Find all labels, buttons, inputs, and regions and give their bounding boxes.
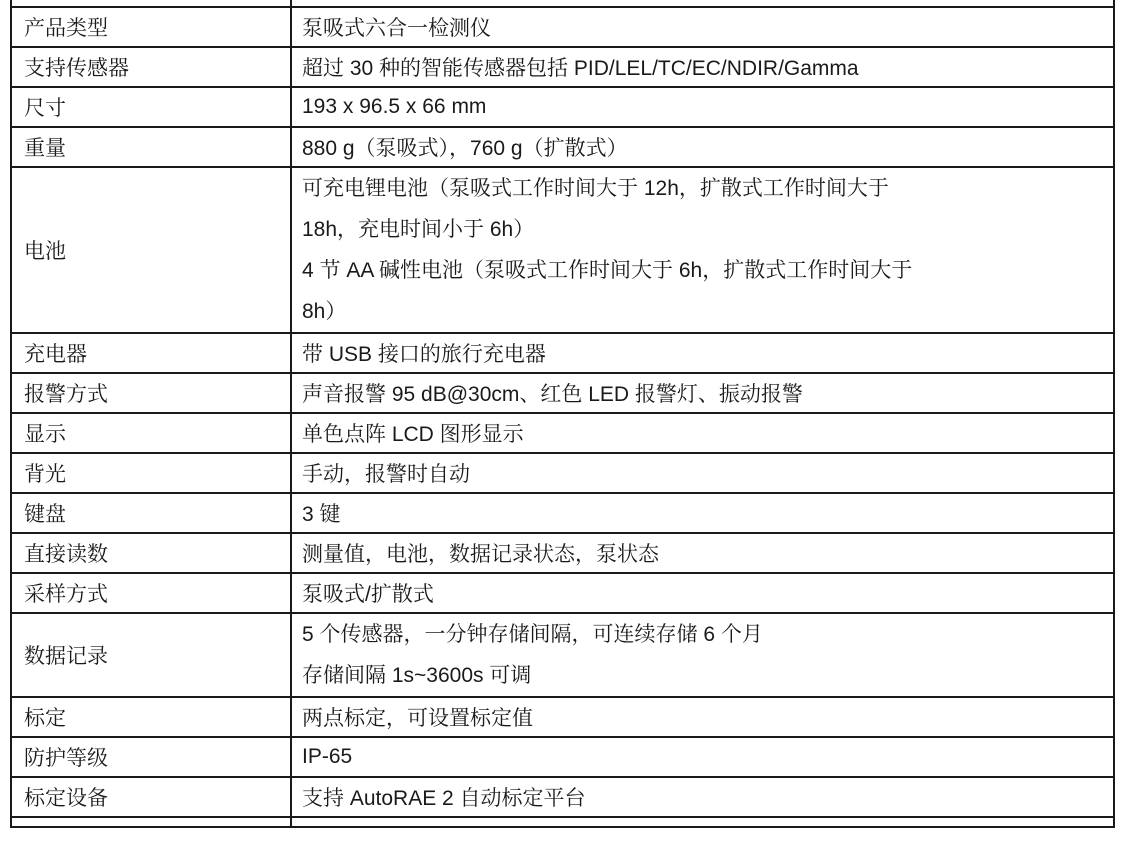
table-row	[11, 373, 1114, 413]
spec-value: 两点标定，可设置标定值	[291, 697, 1114, 737]
table-row	[11, 573, 1114, 613]
partial-row-top	[11, 0, 1114, 7]
table-row	[11, 87, 1114, 127]
partial-row-bottom	[11, 817, 1114, 827]
spec-value: 超过 30 种的智能传感器包括 PID/LEL/TC/EC/NDIR/Gamma	[291, 47, 1114, 87]
spec-value: 测量值，电池，数据记录状态，泵状态	[291, 533, 1114, 573]
spec-label: 采样方式	[11, 573, 291, 613]
spec-label: 背光	[11, 453, 291, 493]
spec-value-line: 4 节 AA 碱性电池（泵吸式工作时间大于 6h，扩散式工作时间大于	[302, 259, 913, 282]
spec-label: 产品类型	[11, 7, 291, 47]
spec-label: 支持传感器	[11, 47, 291, 87]
table-row	[11, 777, 1114, 817]
spec-label: 数据记录	[11, 613, 291, 697]
spec-label: 显示	[11, 413, 291, 453]
spec-label: 重量	[11, 127, 291, 167]
spec-label: 标定	[11, 697, 291, 737]
spec-value-line: 8h）	[302, 300, 347, 323]
table-row	[11, 533, 1114, 573]
spec-value: 193 x 96.5 x 66 mm	[291, 87, 1114, 127]
spec-value-line: 18h，充电时间小于 6h）	[302, 218, 535, 241]
spec-value: 单色点阵 LCD 图形显示	[291, 413, 1114, 453]
spec-table-wrap	[10, 0, 1115, 828]
spec-label: 防护等级	[11, 737, 291, 777]
spec-value	[291, 167, 1114, 333]
spec-value	[291, 613, 1114, 697]
spec-value	[291, 817, 1114, 827]
table-row	[11, 333, 1114, 373]
spec-label: 电池	[11, 167, 291, 333]
spec-value: 带 USB 接口的旅行充电器	[291, 333, 1114, 373]
spec-value-line: 可充电锂电池（泵吸式工作时间大于 12h，扩散式工作时间大于	[302, 177, 889, 200]
spec-value: 3 键	[291, 493, 1114, 533]
spec-value: 880 g（泵吸式），760 g（扩散式）	[291, 127, 1114, 167]
spec-label: 键盘	[11, 493, 291, 533]
spec-label: 报警方式	[11, 373, 291, 413]
spec-value: 泵吸式六合一检测仪	[291, 7, 1114, 47]
spec-value	[291, 0, 1114, 7]
table-row	[11, 737, 1114, 777]
spec-value: 声音报警 95 dB@30cm、红色 LED 报警灯、振动报警	[291, 373, 1114, 413]
spec-value: 手动，报警时自动	[291, 453, 1114, 493]
spec-label	[11, 0, 291, 7]
spec-value: IP-65	[291, 737, 1114, 777]
spec-table	[10, 0, 1115, 828]
spec-label: 充电器	[11, 333, 291, 373]
spec-label: 尺寸	[11, 87, 291, 127]
table-row	[11, 167, 1114, 333]
table-row	[11, 7, 1114, 47]
table-row	[11, 453, 1114, 493]
spec-value-line: 5 个传感器，一分钟存储间隔，可连续存储 6 个月	[302, 623, 763, 646]
table-row	[11, 697, 1114, 737]
spec-label: 直接读数	[11, 533, 291, 573]
spec-value-line: 存储间隔 1s~3600s 可调	[302, 664, 532, 687]
table-row	[11, 127, 1114, 167]
table-row	[11, 47, 1114, 87]
table-row	[11, 413, 1114, 453]
spec-value: 支持 AutoRAE 2 自动标定平台	[291, 777, 1114, 817]
spec-label: 标定设备	[11, 777, 291, 817]
table-row	[11, 613, 1114, 697]
spec-value: 泵吸式/扩散式	[291, 573, 1114, 613]
spec-label	[11, 817, 291, 827]
table-row	[11, 493, 1114, 533]
